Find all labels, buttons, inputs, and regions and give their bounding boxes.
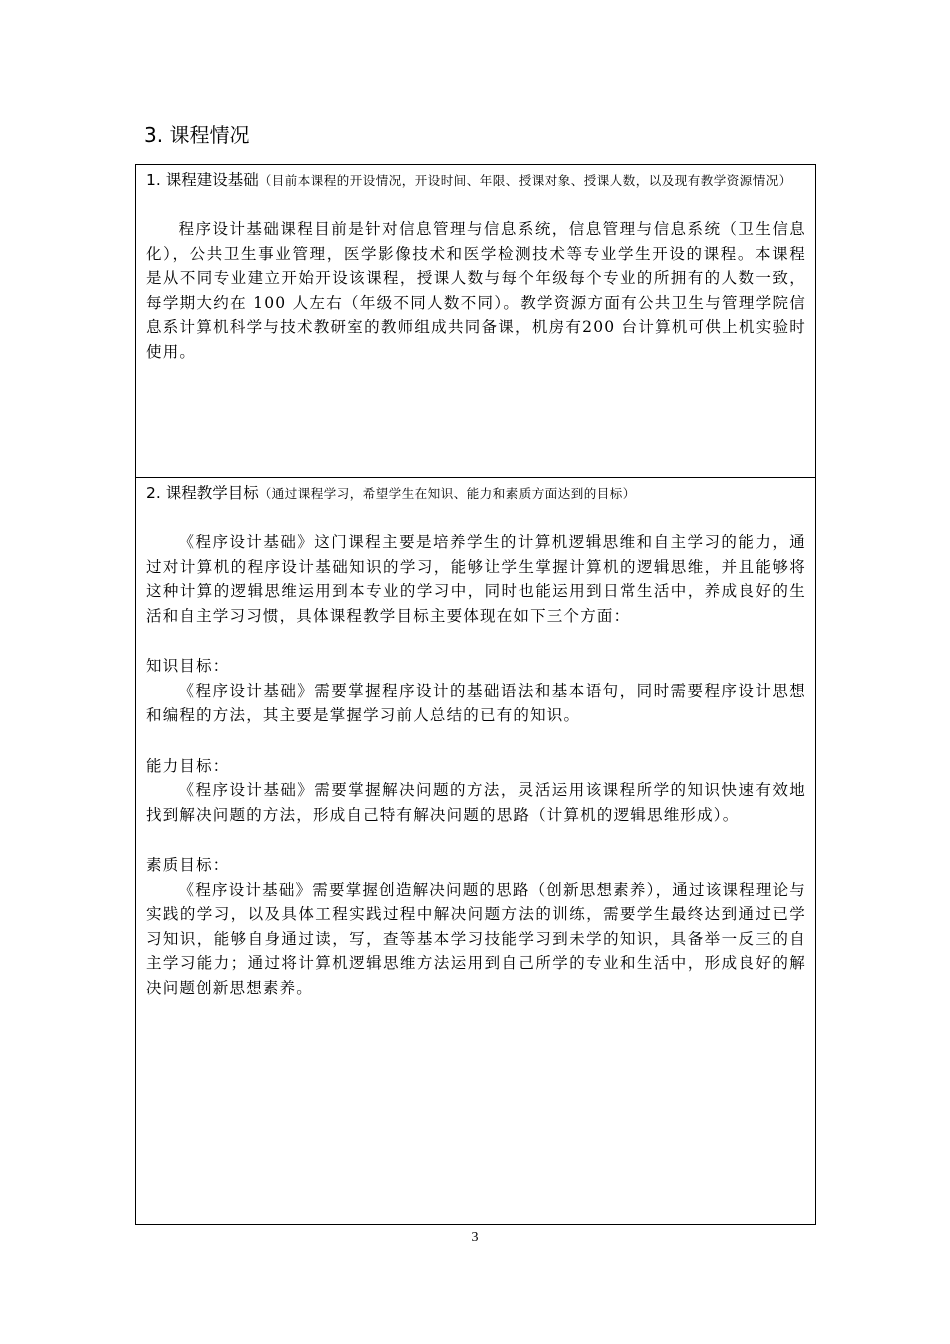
page-number: 3: [471, 1230, 479, 1245]
course-foundation-header: [146, 165, 806, 193]
spacer: [146, 728, 806, 754]
teaching-goals-note: （通过课程学习，希望学生在知识、能力和素质方面达到的目标）: [258, 486, 636, 501]
course-foundation-cell: [136, 165, 815, 478]
course-info-table: [135, 164, 816, 1225]
spacer: [146, 506, 806, 530]
knowledge-goal-label: 知识目标：: [146, 657, 230, 675]
teaching-goals-intro: 《程序设计基础》这门课程主要是培养学生的计算机逻辑思维和自主学习的能力，通过对计算机的程序设计基础知识的学习，能够让学生掌握计算机的逻辑思维，并且能够将这种计算的逻辑思维运用到本专业的学习中，同时也能运用到日常生活中，养成良好的生活和自主学习习惯，具体课程教学目标主要体现在如下三个方面：: [146, 533, 806, 625]
course-foundation-paragraph: 程序设计基础课程目前是针对信息管理与信息系统，信息管理与信息系统（卫生信息化），公共卫生事业管理，医学影像技术和医学检测技术等专业学生开设的课程。本课程是从不同专业建立开始开设该课程，授课人数与每个年级每个专业的所拥有的人数一致，每学期大约在 100 人左右（年级不同人数不同）。教学资源方面有公共卫生与管理学院信息系计算机科学与技术教研室的教师组成共同备课，机房有200 台计算机可供上机实验时使用。: [146, 220, 806, 361]
teaching-goals-header: [146, 478, 806, 506]
spacer: [146, 827, 806, 853]
course-foundation-title: 1. 课程建设基础: [146, 171, 259, 189]
section-heading: 3. 课程情况: [144, 123, 250, 147]
teaching-goals-cell: [136, 478, 815, 1224]
teaching-goals-title: 2. 课程教学目标: [146, 484, 259, 502]
ability-goal-label: 能力目标：: [146, 756, 230, 775]
quality-goal-text: 《程序设计基础》需要掌握创造解决问题的思路（创新思想素养），通过该课程理论与实践的学习，以及具体工程实践过程中解决问题方法的训练，需要学生最终达到通过已学习知识，能够自身通过读，写，查等基本学习技能学习到未学的知识，具备举一反三的自主学习能力；通过将计算机逻辑思维方法运用到自己所学的专业和生活中，形成良好的解决问题创新思想素养。: [146, 880, 806, 997]
spacer: [146, 628, 806, 654]
quality-goal-label: 素质目标：: [146, 856, 230, 874]
spacer: [146, 193, 806, 217]
ability-goal-text: 《程序设计基础》需要掌握解决问题的方法，灵活运用该课程所学的知识快速有效地找到解决问题的方法，形成自己特有解决问题的思路（计算机的逻辑思维形成）。: [146, 781, 806, 824]
course-foundation-note: （目前本课程的开设情况，开设时间、年限、授课对象、授课人数，以及现有教学资源情况）: [258, 173, 792, 188]
knowledge-goal-text: 《程序设计基础》需要掌握程序设计的基础语法和基本语句，同时需要程序设计思想和编程的方法，其主要是掌握学习前人总结的已有的知识。: [146, 681, 806, 724]
